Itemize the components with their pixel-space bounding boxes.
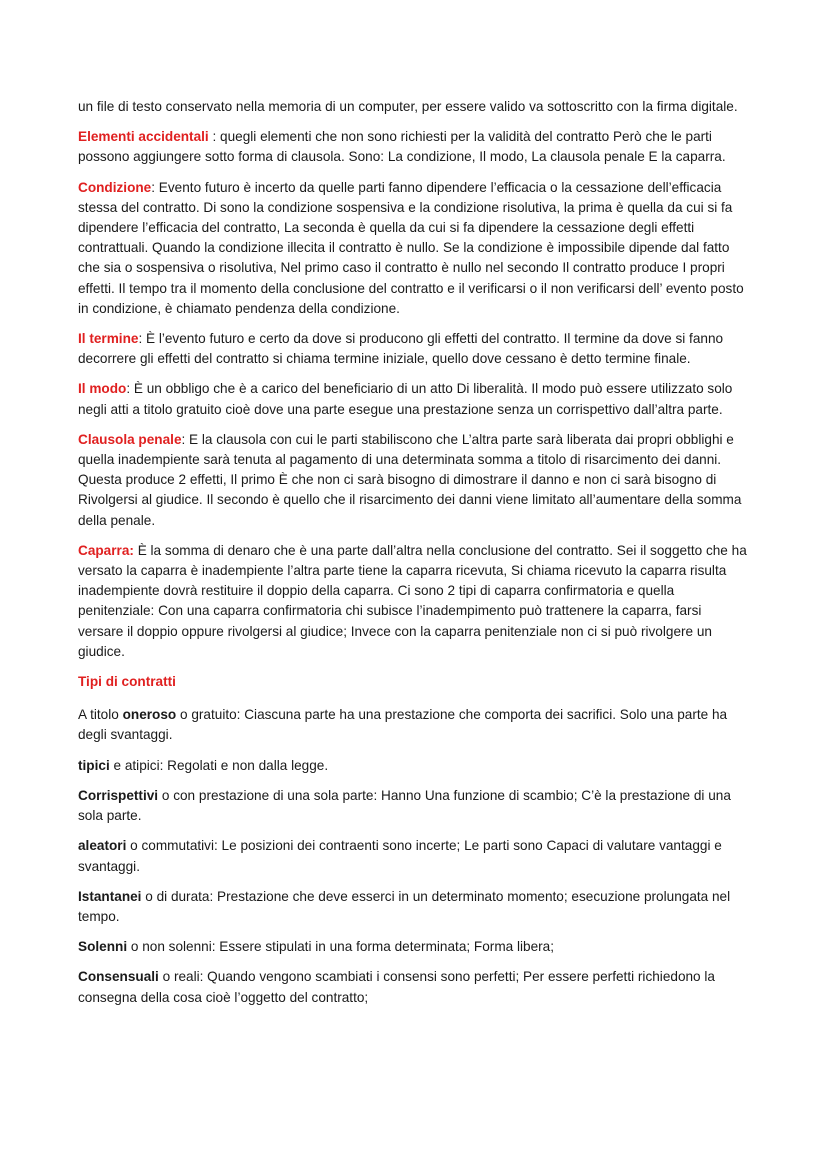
- term-il-termine: Il termine: [78, 331, 139, 347]
- paragraph-modo: Il modo: È un obbligo che è a carico del beneficiario di un atto Di liberalità. Il modo può essere utilizzato solo negli atti a titolo gratuito cioè dove una parte esegue una prestazione senza un corrispettivo dall’altra parte.: [78, 381, 733, 417]
- paragraph-clausola-penale: Clausola penale: E la clausola con cui le parti stabiliscono che L’altra parte sarà liberata dai propri obblighi e quella inadempiente sarà tenuta al pagamento di una determinata somma a titolo di risarcimento dei danni. Questa produce 2 effetti, Il primo È che non ci sarà bisogno di dimostrare il danno e non ci sarà bisogno di Rivolgersi al giudice. Il secondo è quello che il risarcimento dei danni viene limitato all’aumentare della somma della penale.: [78, 431, 742, 528]
- paragraph-corrispettivi: Corrispettivi o con prestazione di una sola parte: Hanno Una funzione di scambio; C’è la prestazione di una sola parte.: [78, 787, 731, 824]
- term-solenni: Solenni: [78, 939, 128, 955]
- term-tipici: tipici: [78, 757, 110, 773]
- term-oneroso: oneroso: [122, 707, 177, 723]
- term-aleatori: aleatori: [78, 838, 127, 854]
- paragraph-aleatori: aleatori o commutativi: Le posizioni dei contraenti sono incerte; Le parti sono Capaci di valutare vantaggi e svantaggi.: [78, 838, 722, 874]
- term-condizione: Condizione: [78, 179, 152, 195]
- paragraph-oneroso: A titolo oneroso o gratuito: Ciascuna parte ha una prestazione che comporta dei sacrifici. Solo una parte ha degli svantaggi.: [78, 707, 728, 743]
- paragraph-tipici: tipici e atipici: Regolati e non dalla legge.: [78, 757, 329, 773]
- term-istantanei: Istantanei: [78, 888, 142, 904]
- paragraph-intro: un file di testo conservato nella memoria di un computer, per essere valido va sottoscritto con la firma digitale.: [78, 99, 738, 114]
- term-elementi-accidentali: Elementi accidentali: [78, 129, 209, 145]
- paragraph-solenni: Solenni o non solenni: Essere stipulati in una forma determinata; Forma libera;: [78, 939, 555, 955]
- paragraph-elementi-accidentali: Elementi accidentali : quegli elementi che non sono richiesti per la validità del contratto Però che le parti possono aggiungere sotto forma di clausola. Sono: La condizione, Il modo, La clausola penale E la caparra.: [78, 129, 726, 165]
- paragraph-condizione: Condizione: Evento futuro è incerto da quelle parti fanno dipendere l’efficacia o la cessazione dell’efficacia stessa del contratto. Di sono la condizione sospensiva e la condizione risolutiva, la prima è quella da cui si fa dipendere l’efficacia del contratto, La seconda è quella da cui si fa dipendere la cessazione degli effetti contrattuali. Quando la condizione illecita il contratto è nullo. Se la condizione è impossibile dipende dal fatto che sia o sospensiva o risolutiva, Nel primo caso il contratto è nullo nel secondo Il contratto produce I propri effetti. Il tempo tra il momento della conclusione del contratto e il verificarsi o il non verificarsi dell’ evento posto in condizione, è chiamato pendenza della condizione.: [78, 179, 744, 316]
- term-corrispettivi: Corrispettivi: [78, 787, 159, 803]
- term-il-modo: Il modo: [78, 381, 127, 397]
- term-caparra: Caparra:: [78, 542, 134, 558]
- paragraph-termine: Il termine: È l’evento futuro e certo da dove si producono gli effetti del contratto. Il termine da dove si fanno decorrere gli effetti del contratto si chiama termine iniziale, quello dove cessano è detto termine finale.: [78, 331, 724, 367]
- term-clausola-penale: Clausola penale: [78, 431, 182, 447]
- term-consensuali: Consensuali: [78, 969, 159, 985]
- paragraph-caparra: Caparra: È la somma di denaro che è una parte dall’altra nella conclusione del contratto. Sei il soggetto che ha versato la caparra è inadempiente l’altra parte tiene la caparra ricevuta, Si chiama ricevuto la caparra risulta inadempiente dovrà restituire il doppio della caparra. Ci sono 2 tipi di caparra confirmatoria e quella penitenziale: Con una caparra confirmatoria chi subisce l’inadempimento può trattenere la caparra, farsi versare il doppio oppure rivolgersi al giudice; Invece con la caparra penitenziale non ci si può rivolgere un giudice.: [78, 542, 747, 659]
- paragraph-consensuali: Consensuali o reali: Quando vengono scambiati i consensi sono perfetti; Per essere perfetti richiedono la consegna della cosa cioè l’oggetto del contratto;: [78, 969, 715, 1005]
- paragraph-istantanei: Istantanei o di durata: Prestazione che deve esserci in un determinato momento; esecuzione prolungata nel tempo.: [78, 888, 731, 924]
- section-heading-tipi-di-contratti: Tipi di contratti: [78, 674, 176, 690]
